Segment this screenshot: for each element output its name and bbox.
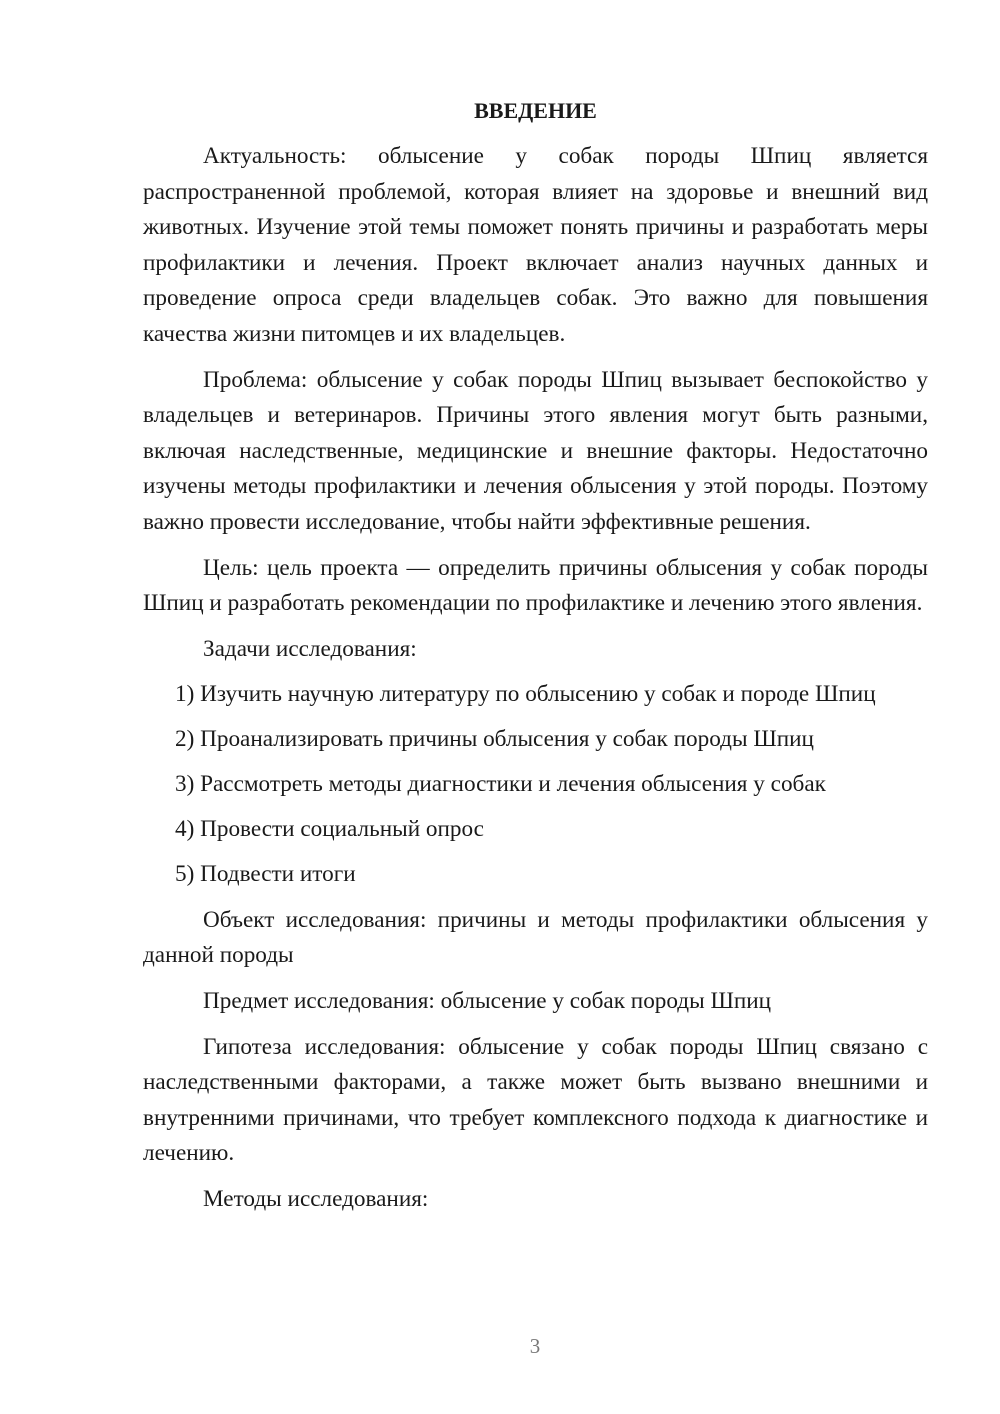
paragraph-problem: Проблема: облысение у собак породы Шпиц вызывает беспокойство у владельцев и ветеринаров. Причины этого явления могут быть разными, включая наследственные, медицинские и внешние факторы. Недостаточно изучены методы профилактики и лечения облысения у этой породы. Поэтому важно провести исследование, чтобы найти эффективные решения. — [143, 366, 928, 535]
page-number: 3 — [529, 1334, 541, 1358]
list-item: 3) Рассмотреть методы диагностики и лечения облысения у собак — [175, 771, 826, 798]
page-title: ВВЕДЕНИЕ — [474, 98, 597, 123]
paragraph-goal: Цель: цель проекта — определить причины облысения у собак породы Шпиц и разработать рекомендации по профилактике и лечению этого явления. — [143, 554, 928, 617]
paragraph-hypothesis: Гипотеза исследования: облысение у собак породы Шпиц связано с наследственными факторами, а также может быть вызвано внешними и внутренними причинами, что требует комплексного подхода к диагностике и лечению. — [143, 1033, 928, 1167]
document-page — [143, 93, 928, 1228]
paragraph-subject: Предмет исследования: облысение у собак породы Шпиц — [203, 988, 772, 1015]
list-item: 5) Подвести итоги — [175, 861, 356, 888]
paragraph-object: Объект исследования: причины и методы профилактики облысения у данной породы — [143, 906, 928, 969]
list-item: 1) Изучить научную литературу по облысению у собак и породе Шпиц — [175, 681, 876, 708]
list-item: 2) Проанализировать причины облысения у собак породы Шпиц — [175, 726, 814, 753]
paragraph-methods: Методы исследования: — [203, 1186, 429, 1212]
paragraph-tasks-heading: Задачи исследования: — [203, 635, 417, 662]
list-item: 4) Провести социальный опрос — [175, 816, 484, 843]
tasks-list — [143, 677, 928, 893]
paragraph-relevance: Актуальность: облысение у собак породы Шпиц является распространенной проблемой, которая влияет на здоровье и внешний вид животных. Изучение этой темы поможет понять причины и разработать меры профилактики и лечения. Проект включает анализ научных данных и проведение опроса среди владельцев собак. Это важно для повышения качества жизни питомцев и их владельцев. — [143, 143, 928, 347]
